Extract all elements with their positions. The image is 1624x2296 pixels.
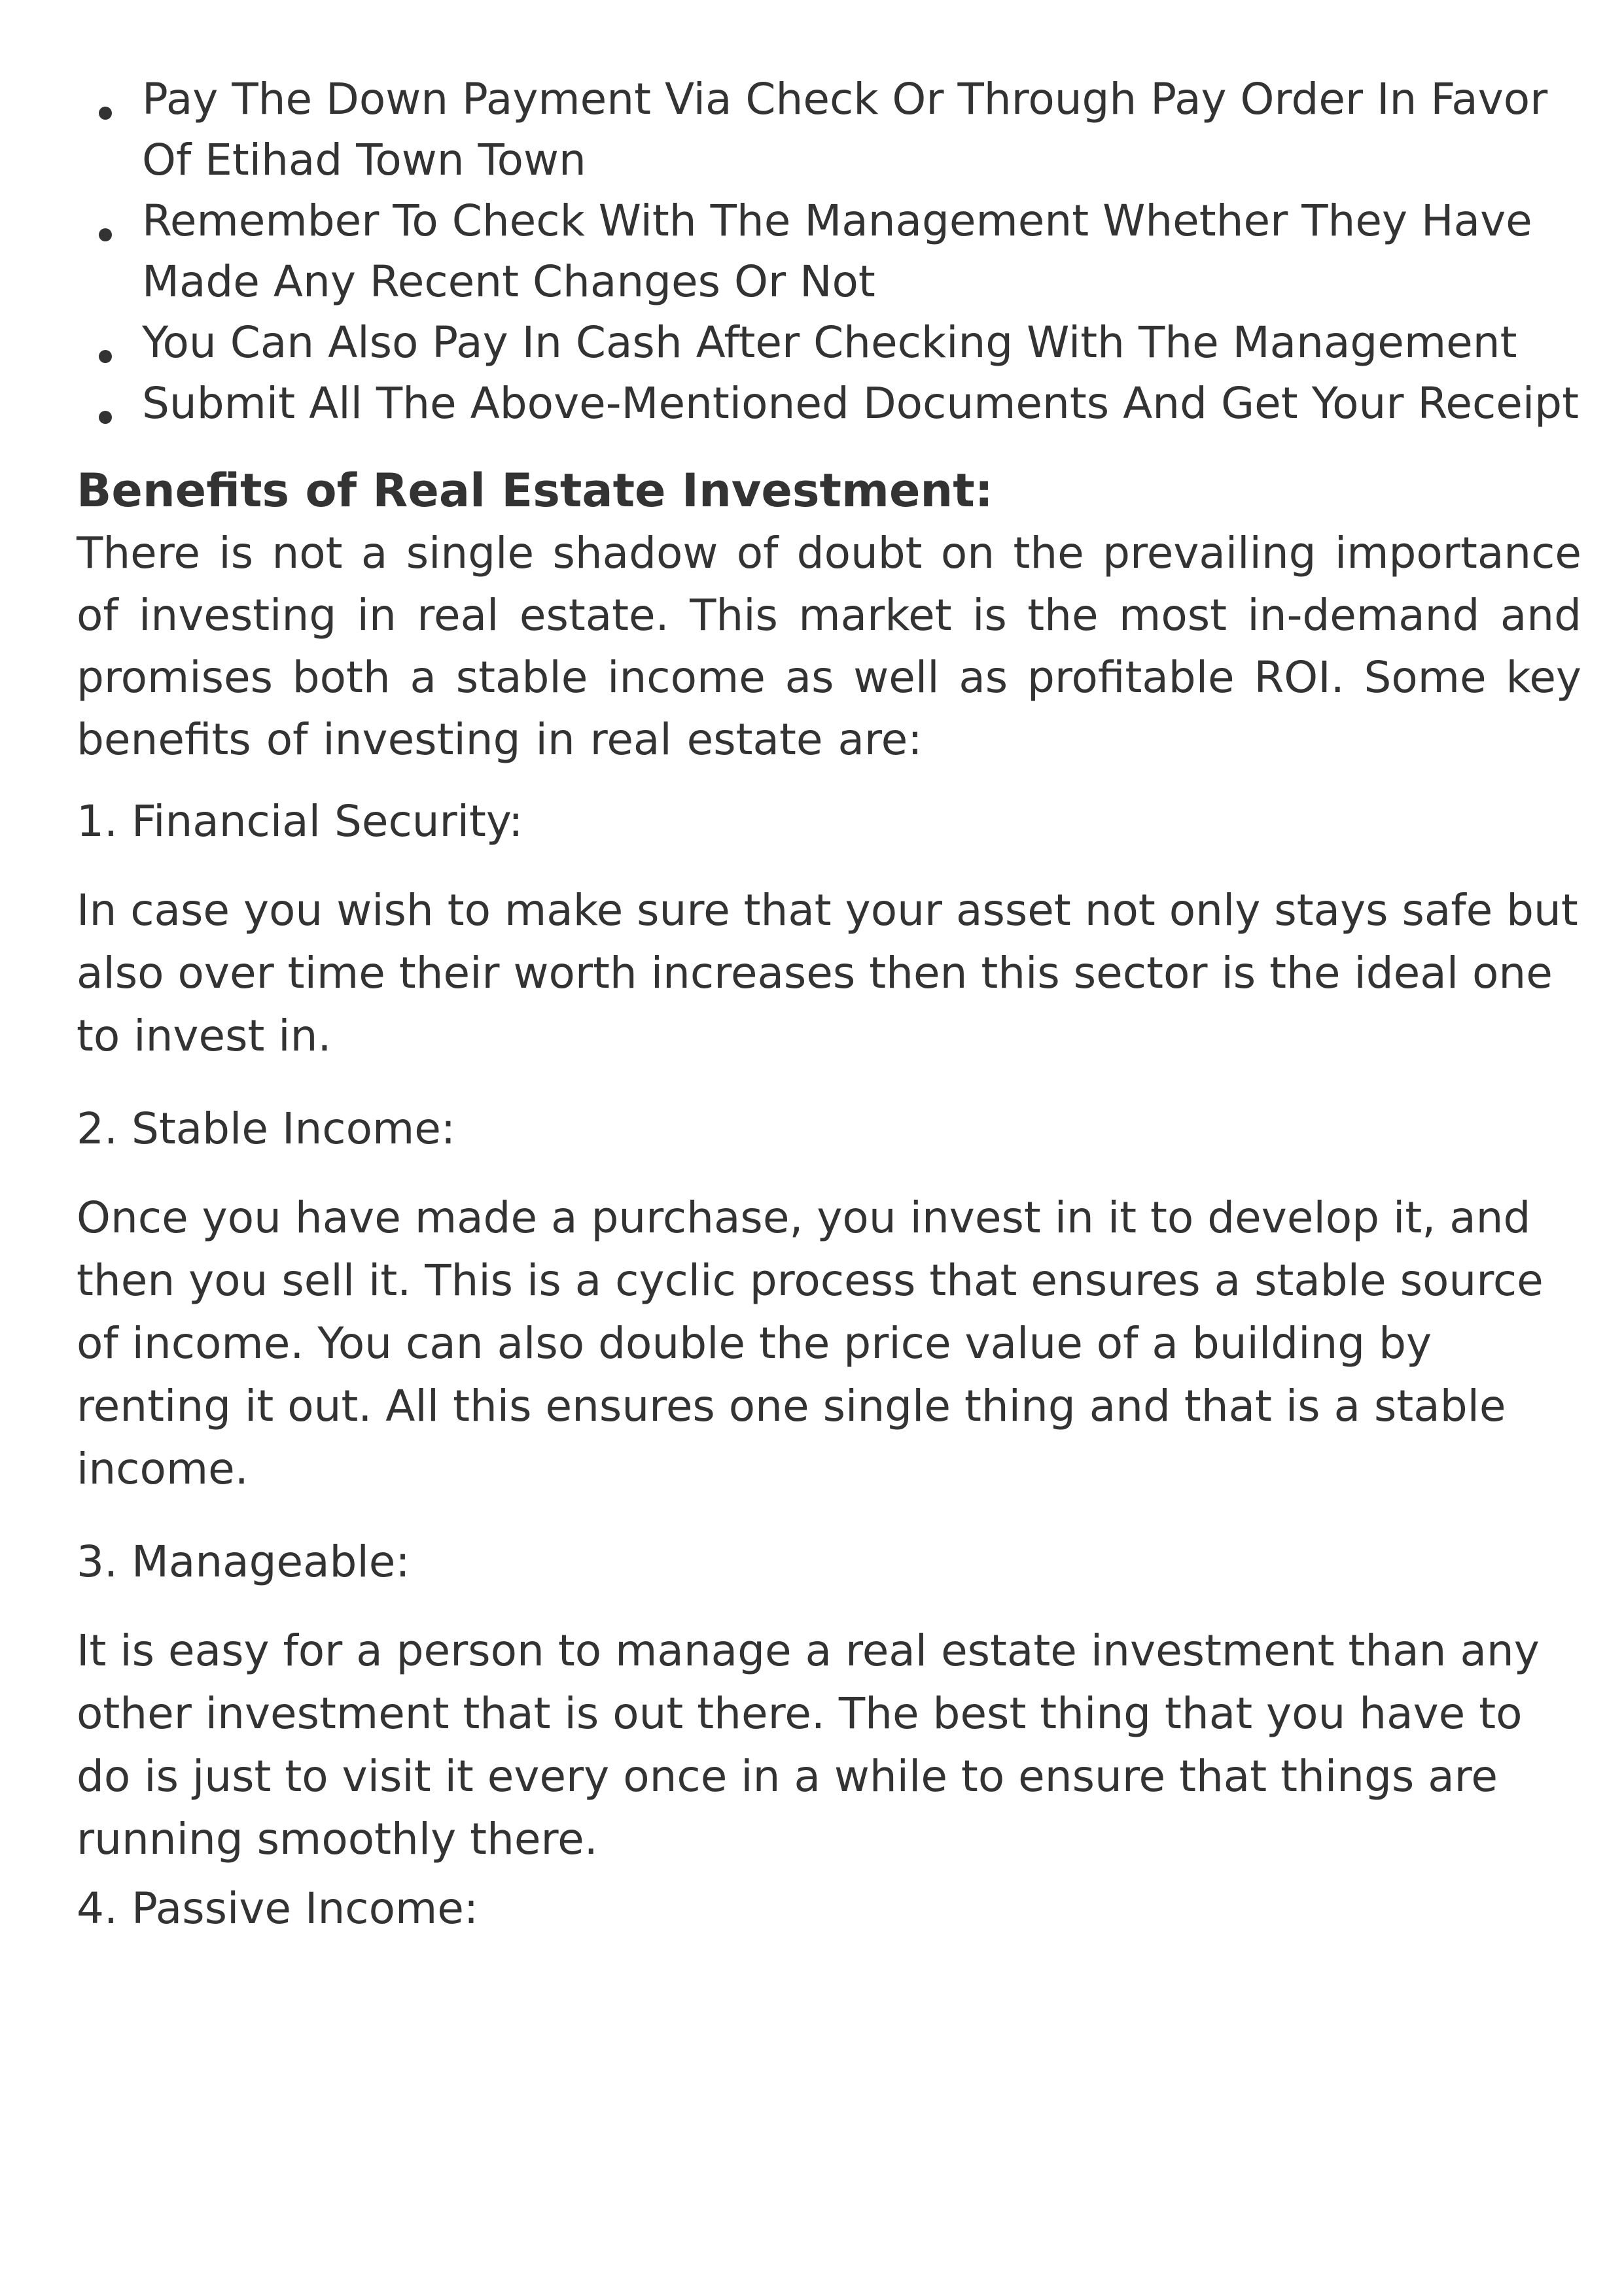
list-item-text: Pay The Down Payment Via Check Or Through Pay Order In Favor Of Etihad Town Town: [142, 74, 1548, 185]
benefit-body: It is easy for a person to manage a real estate investment than any other investment that is out there. The best thing that you have to do is just to visit it every once in a while to ensure that things are running smoothly there.: [77, 1626, 1540, 1864]
list-item-text: Remember To Check With The Management Whether They Have Made Any Recent Changes Or Not: [142, 196, 1532, 307]
steps-list: [77, 69, 1581, 434]
benefit-title: 2. Stable Income:: [77, 1104, 456, 1154]
list-item: [77, 312, 1581, 373]
benefit-title: 4. Passive Income:: [77, 1883, 479, 1934]
list-item-text: Submit All The Above-Mentioned Documents And Get Your Receipt: [142, 378, 1579, 428]
intro-paragraph: There is not a single shadow of doubt on the prevailing importance of investing in real estate. This market is the most in-demand and promises both a stable income as well as profitable ROI. Some key benefits of investing in real estate are:: [77, 528, 1581, 765]
list-item: [77, 373, 1581, 434]
bullet-icon: [99, 350, 112, 363]
section-heading: Benefits of Real Estate Investment:: [77, 464, 993, 517]
benefit-title: 1. Financial Security:: [77, 796, 523, 846]
list-item: [77, 190, 1581, 312]
benefit-title: 3. Manageable:: [77, 1537, 410, 1587]
bullet-icon: [99, 228, 112, 241]
document-page: [77, 69, 1581, 1940]
benefit-body: In case you wish to make sure that your asset not only stays safe but also over time their worth increases then this sector is the ideal one to invest in.: [77, 885, 1578, 1061]
list-item-text: You Can Also Pay In Cash After Checking With The Management: [142, 317, 1517, 368]
list-item: [77, 69, 1581, 190]
bullet-icon: [99, 411, 112, 424]
benefit-body: Once you have made a purchase, you invest in it to develop it, and then you sell it. This is a cyclic process that ensures a stable source of income. You can also double the price value of a building by renting it out. All this ensures one single thing and that is a stable income.: [77, 1192, 1544, 1494]
bullet-icon: [99, 107, 112, 120]
